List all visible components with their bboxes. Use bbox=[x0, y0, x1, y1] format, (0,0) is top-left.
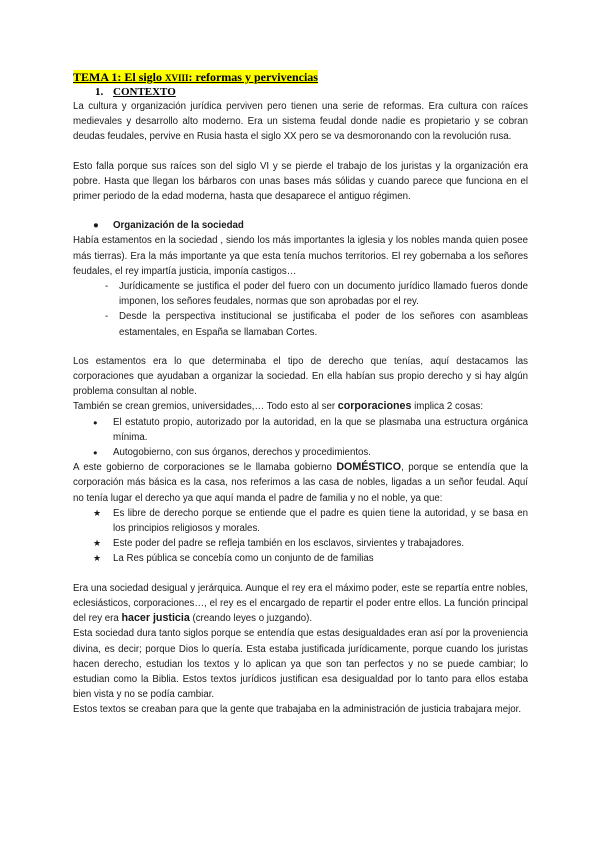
title-text-end: : reformas y pervivencias bbox=[188, 70, 318, 84]
page-title bbox=[73, 70, 528, 86]
paragraph-6 bbox=[73, 581, 528, 627]
paragraph-2: Esto falla porque sus raíces son del siglo VI y se pierde el trabajo de los juristas y la organización era pobre. Hasta que llegan los bárbaros con unas bases más sólidas y cuando parece que funciona en el primer periodo de la edad moderna, hasta que desaparece el antiguo régimen. bbox=[73, 160, 528, 203]
emphasis-corporaciones: corporaciones bbox=[337, 400, 412, 413]
list-item: ● El estatuto propio, autorizado por la autoridad, en la que se plasmaba una estructura orgánica mínima. bbox=[93, 415, 528, 445]
dash-list bbox=[73, 279, 528, 340]
section-heading-text: CONTEXTO bbox=[113, 86, 176, 98]
paragraph-7: Esta sociedad dura tanto siglos porque se entendía que estas desigualdades eran así por la proveniencia divina, es decir; porque Dios lo quería. Esta estaba justificada jurídicamente, porque cuando los juristas hacen derecho, estudian los textos y lo aplican ya que son tan perfectos y no se puede cambiar; lo estudian como la Biblia. Estos textos jurídicos justifican esa desigualdad por lo tanto para ellos estaba bien vista y no se podía cambiar. bbox=[73, 628, 528, 701]
list-item: ★ La Res pública se concebía como un conjunto de de familias bbox=[93, 551, 528, 566]
emphasis-domestico: DOMÉSTICO bbox=[336, 461, 402, 474]
list-item: ● Autogobierno, con sus órganos, derechos y procedimientos. bbox=[93, 445, 528, 460]
list-item: ★ Este poder del padre se refleja también en los esclavos, sirvientes y trabajadores. bbox=[93, 536, 528, 551]
paragraph-3: Los estamentos era lo que determinaba el tipo de derecho que tenías, aquí destacamos las corporaciones que ayudaban a organizar la sociedad. En ella habían sus propio derecho y si hay algún problema consultan al noble. bbox=[73, 355, 528, 398]
text-run: , porque se entendía que la corporación más básica es la casa, nos referimos a las casa de nobles, ligadas a un señor feudal. Aquí no tenía lugar el derecho ya que aquí manda el padre de familia y no el noble, ya que: bbox=[73, 462, 528, 504]
list-item: - Jurídicamente se justifica el poder del fuero con un documento jurídico llamado fueros donde imponen, los señores feudales, normas que son aprobadas por el rey. bbox=[105, 279, 528, 309]
paragraph-8: Estos textos se creaban para que la gente que trabajaba en la administración de justicia trabajara mejor. bbox=[73, 704, 522, 716]
bullet-icon: ● bbox=[93, 220, 99, 232]
paragraph-1: La cultura y organización jurídica perviven pero tienen una serie de reformas. Era cultura con raíces medievales y desarrollo alto moderno. Era un sistema feudal donde nadie es propietario y se cobran deudas feudales, pervive en Rusia hasta el siglo XX pero se va desmoronando con la revolución rusa. bbox=[73, 101, 528, 143]
text-run: También se crean gremios, universidades,… Todo esto al ser bbox=[73, 401, 338, 413]
subsection-heading-organizacion bbox=[93, 218, 528, 233]
section-heading-contexto bbox=[95, 86, 528, 99]
paragraph-4 bbox=[73, 399, 528, 414]
text-run: (creando leyes o juzgando). bbox=[189, 613, 313, 625]
dot-list bbox=[73, 415, 528, 461]
title-century: XVIII bbox=[165, 73, 189, 83]
text-run: A este gobierno de corporaciones se le llamaba gobierno bbox=[73, 462, 337, 474]
title-text-start: TEMA 1: El siglo bbox=[73, 70, 166, 84]
text-run: Era una sociedad desigual y jerárquica. Aunque el rey era el máximo poder, este se repartía entre nobles, eclesiásticos, corporaciones…, el rey es el encargado de repartir el poder entre ellos. La función principal del rey era bbox=[73, 582, 528, 625]
star-list bbox=[73, 506, 528, 567]
section-number: 1. bbox=[95, 86, 104, 98]
list-item: ★ Es libre de derecho porque se entiende que el padre es quien tiene la autoridad, y se basa en los principios religiosos y morales. bbox=[93, 506, 528, 536]
document-content bbox=[73, 70, 528, 718]
list-item: - Desde la perspectiva institucional se justificaba el poder de los señores con asambleas estamentales, en España se llamaban Cortes. bbox=[105, 309, 528, 339]
subsection-heading-text: Organización de la sociedad bbox=[113, 220, 244, 232]
paragraph-5 bbox=[73, 460, 528, 506]
text-run: implica 2 cosas: bbox=[411, 401, 484, 413]
paragraph-organizacion: Había estamentos en la sociedad , siendo los más importantes la iglesia y los nobles manda quien posee más tierras). Era la más importante ya que esta tenía muchos territorios. El rey gobernaba a los señores feudales, el rey impartía justicia, imponía castigos… bbox=[73, 235, 528, 277]
emphasis-hacer-justicia: hacer justicia bbox=[121, 612, 190, 625]
